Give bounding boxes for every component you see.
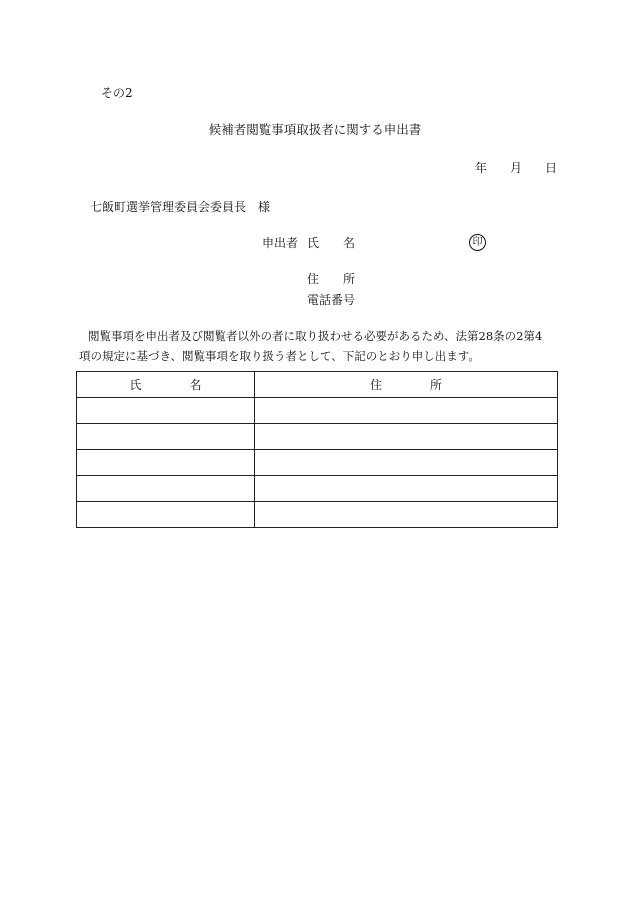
date-year-label: 年 [475, 161, 488, 175]
address-column-header: 住 所 [255, 372, 558, 398]
body-text-line-2: 項の規定に基づき、閲覧事項を取り扱う者として、下記のとおり申し出ます。 [79, 349, 480, 363]
applicant-phone-label: 電話番号 [307, 293, 356, 307]
address-cell[interactable] [255, 502, 558, 528]
name-cell[interactable] [77, 424, 255, 450]
table-row [77, 398, 558, 424]
date-month-label: 月 [510, 161, 523, 175]
table-header-row [77, 372, 558, 398]
table-row [77, 502, 558, 528]
handler-table [76, 371, 558, 528]
document-number: その2 [101, 86, 133, 100]
address-cell[interactable] [255, 424, 558, 450]
name-cell[interactable] [77, 398, 255, 424]
document-title: 候補者閲覧事項取扱者に関する申出書 [208, 122, 422, 137]
name-cell[interactable] [77, 502, 255, 528]
name-column-header: 氏 名 [77, 372, 255, 398]
applicant-address-label: 住 所 [307, 272, 356, 286]
address-cell[interactable] [255, 398, 558, 424]
seal-mark: 印 [469, 234, 486, 251]
applicant-name-label: 氏 名 [307, 236, 356, 250]
table-row [77, 424, 558, 450]
address-cell[interactable] [255, 450, 558, 476]
date-day-label: 日 [545, 161, 558, 175]
address-cell[interactable] [255, 476, 558, 502]
addressee: 七飯町選挙管理委員会委員長 様 [90, 200, 271, 214]
name-cell[interactable] [77, 450, 255, 476]
body-text-line-1: 閲覧事項を申出者及び閲覧者以外の者に取り扱わせる必要があるため、法第28条の2第4 [88, 329, 543, 343]
name-cell[interactable] [77, 476, 255, 502]
table-row [77, 476, 558, 502]
applicant-label: 申出者 [262, 236, 299, 250]
table-row [77, 450, 558, 476]
